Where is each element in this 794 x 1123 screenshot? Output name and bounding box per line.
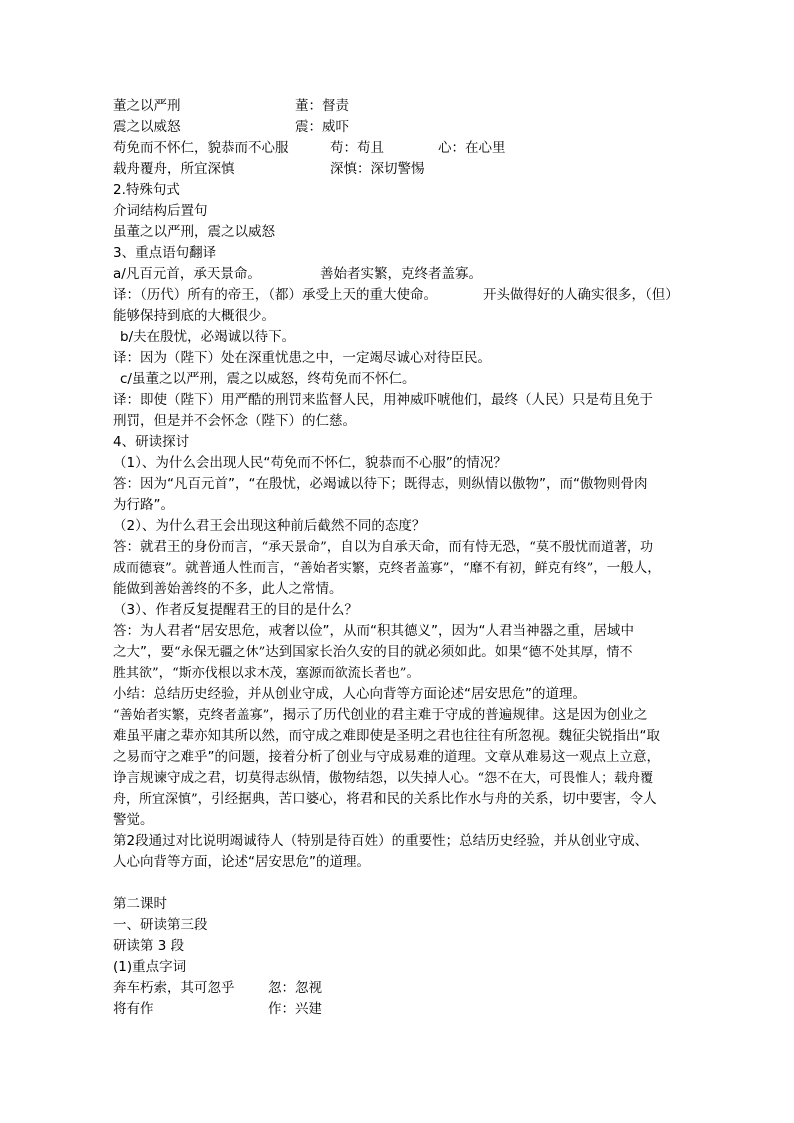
vocab-phrase: 董之以严刑 xyxy=(113,98,181,114)
sentence-example: 虽董之以严刑，震之以威怒 xyxy=(113,224,275,240)
answer-line: 答：就君王的身份而言，“承天景命”，自以为自承天命，而有恃无恐，“莫不殷忧而道著，功 xyxy=(113,539,653,555)
sentence-type: 介词结构后置句 xyxy=(113,203,208,219)
summary-line: 人心向背等方面，论述“居安思危”的道理。 xyxy=(113,854,370,870)
vocab-phrase: 将有作 xyxy=(113,1001,154,1017)
answer-line: 为行路”。 xyxy=(113,497,174,513)
translation-text: 译：即使（陛下）用严酷的刑罚来监督人民，用神威吓唬他们，最终（人民）只是苟且免于 xyxy=(113,392,653,408)
vocab-phrase: 震之以威怒 xyxy=(113,119,181,135)
summary-line: “善始者实繁，克终者盖寡”，揭示了历代创业的君主难于守成的普遍规律。这是因为创业之 xyxy=(113,707,648,723)
translation-source: b/夫在殷忧，必竭诚以待下。 xyxy=(120,329,296,345)
summary-line: 第2段通过对比说明竭诚待人（特别是待百姓）的重要性；总结历史经验，并从创业守成、 xyxy=(113,833,649,849)
section-heading: 4、研读探讨 xyxy=(113,434,190,450)
section-heading: 一、研读第三段 xyxy=(113,917,208,933)
vocab-gloss: 苟：苟且 xyxy=(330,140,384,156)
translation-text: 能够保持到底的大概很少。 xyxy=(113,308,275,324)
section-heading: 研读第 3 段 xyxy=(113,938,185,954)
question: （3）、作者反复提醒君王的目的是什么？ xyxy=(113,602,358,618)
answer-line: 成而德衰”。就普通人性而言，“善始者实繁，克终者盖寡”，“靡不有初，鲜克有终”，一般人， xyxy=(113,560,661,576)
answer-line: 之大”，要“永保无疆之休”达到国家长治久安的目的就必须如此。如果“德不处其厚，情不 xyxy=(113,644,633,660)
question: （2）、为什么君王会出现这种前后截然不同的态度？ xyxy=(113,518,426,534)
section-heading: 2.特殊句式 xyxy=(113,182,180,198)
summary-line: 小结：总结历史经验，并从创业守成，人心向背等方面论述“居安思危”的道理。 xyxy=(113,686,586,702)
vocab-phrase: 奔车朽索，其可忽乎 xyxy=(113,980,235,996)
answer-line: 答：为人君者“居安思危，戒奢以俭”，从而“积其德义”，因为“人君当神器之重，居域中 xyxy=(113,623,634,639)
vocab-phrase: 苟免而不怀仁，貌恭而不心服 xyxy=(113,140,289,156)
vocab-gloss-2: 心：在心里 xyxy=(438,140,506,156)
section-heading: (1)重点字词 xyxy=(113,959,187,975)
translation-text: 刑罚，但是并不会怀念（陛下）的仁慈。 xyxy=(113,413,356,429)
answer-line: 能做到善始善终的不多，此人之常情。 xyxy=(113,581,343,597)
section-heading: 3、重点语句翻译 xyxy=(113,245,217,261)
answer-line: 胜其欲”，“斯亦伐根以求木茂，塞源而欲流长者也”。 xyxy=(113,665,420,681)
question: （1）、为什么会出现人民“苟免而不怀仁，貌恭而不心服”的情况？ xyxy=(113,455,507,471)
summary-line: 之易而守之难乎”的问题，接着分析了创业与守成易难的道理。文章从难易这一观点上立意， xyxy=(113,749,660,765)
vocab-gloss: 震：威吓 xyxy=(295,119,349,135)
vocab-gloss: 董：督责 xyxy=(295,98,349,114)
lesson-title: 第二课时 xyxy=(113,896,167,912)
summary-line: 诤言规谏守成之君，切莫得志纵情，傲物结怨，以失掉人心。“怨不在大，可畏惟人；载舟覆 xyxy=(113,770,654,786)
summary-line: 警觉。 xyxy=(113,812,154,828)
answer-line: 答：因为“凡百元首”，“在殷忧，必竭诚以待下；既得志，则纵情以傲物”，而“傲物则骨肉 xyxy=(113,476,648,492)
summary-line: 舟，所宜深慎”，引经据典，苦口婆心，将君和民的关系比作水与舟的关系，切中要害，令人 xyxy=(113,791,657,807)
summary-line: 难虽平庸之辈亦知其所以然，而守成之难即使是圣明之君也往往有所忽视。魏征尖锐指出“取 xyxy=(113,728,660,744)
vocab-gloss: 作：兴建 xyxy=(268,1001,322,1017)
translation-source: c/虽董之以严刑，震之以威怒，终苟免而不怀仁。 xyxy=(120,371,416,387)
vocab-phrase: 载舟覆舟，所宜深慎 xyxy=(113,161,235,177)
translation-text: 译：因为（陛下）处在深重忧患之中，一定竭尽诚心对待臣民。 xyxy=(113,350,491,366)
vocab-gloss: 忽：忽视 xyxy=(268,980,322,996)
vocab-gloss: 深慎：深切警惕 xyxy=(330,161,425,177)
document-page: 董之以严刑 董：督责 震之以威怒 震：威吓 苟免而不怀仁，貌恭而不心服 苟：苟且 心：在心里 载舟覆舟，所宜深慎 深慎：深切警惕 2.特殊句式 介词结构后置句 虽董之以严刑，震之以威怒 3、重点语句翻译 a/凡百元首，承天景命。 善始者实繁，克终者盖寡。 译：（历代）所有的帝王，（都）承受上天的重大使命。 开头做得好的人确实很多，（但） 能够保持到底的大概很少。 b/夫在殷忧，必竭诚以待下。 译：因为（陛下）处在深重忧患之中，一定竭尽诚心对待臣民。 c/虽董之以严刑，震之以威怒，终苟免而不怀仁。 译：即使（陛下）用严酷的刑罚来监督人民，用神威吓唬他们，最终（人民）只是苟且免于 刑罚，但是并不会怀念（陛下）的仁慈。 4、研读探讨 （1）、为什么会出现人民“苟免而不怀仁，貌恭而不心服”的情况？ 答：因为“凡百元首”，“在殷忧，必竭诚以待下；既得志，则纵情以傲物”，而“傲物则骨肉 为行路”。 （2）、为什么君王会出现这种前后截然不同的态度？ 答：就君王的身份而言，“承天景命”，自以为自承天命，而有恃无恐，“莫不殷忧而道著，功 成而德衰”。就普通人性而言，“善始者实繁，克终者盖寡”，“靡不有初，鲜克有终”，一般人， 能做到善始善终的不多，此人之常情。 （3）、作者反复提醒君王的目的是什么？ 答：为人君者“居安思危，戒奢以俭”，从而“积其德义”，因为“人君当神器之重，居域中 之大”，要“永保无疆之休”达到国家长治久安的目的就必须如此。如果“德不处其厚，情不 胜其欲”，“斯亦伐根以求木茂，塞源而欲流长者也”。 小结：总结历史经验，并从创业守成，人心向背等方面论述“居安思危”的道理。 “善始者实繁，克终者盖寡”，揭示了历代创业的君主难于守成的普遍规律。这是因为创业之 难虽平庸之辈亦知其所以然，而守成之难即使是圣明之君也往往有所忽视。魏征尖锐指出“取 之易而守之难乎”的问题，接着分析了创业与守成易难的道理。文章从难易这一观点上立意， 诤言规谏守成之君，切莫得志纵情，傲物结怨，以失掉人心。“怨不在大，可畏惟人；载舟覆 舟，所宜深慎”，引经据典，苦口婆心，将君和民的关系比作水与舟的关系，切中要害，令人 警觉。 第2段通过对比说明竭诚待人（特别是待百姓）的重要性；总结历史经验，并从创业守成、 人心向背等方面，论述“居安思危”的道理。 第二课时 一、研读第三段 研读第 3 段 (1)重点字词 奔车朽索，其可忽乎 忽：忽视 将有作 作：兴建 xyxy=(0,0,794,1123)
